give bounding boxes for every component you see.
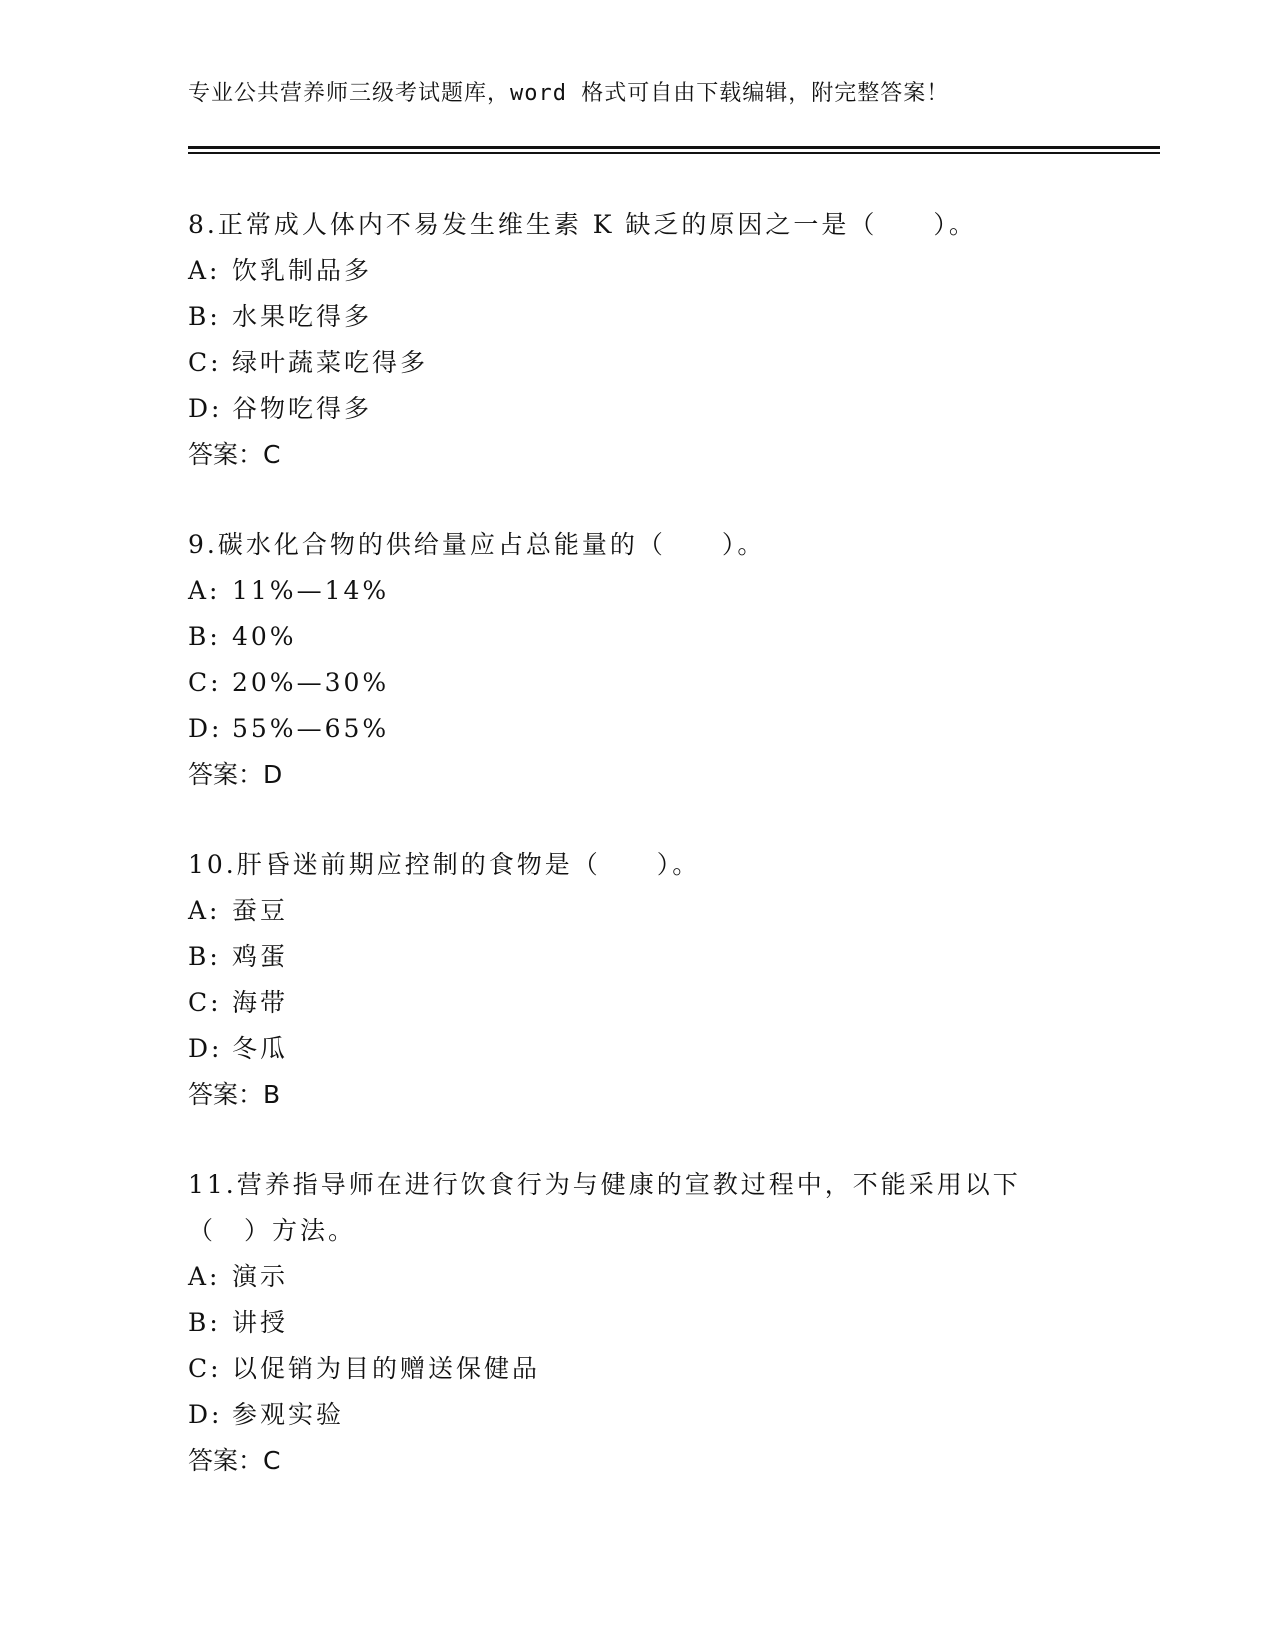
option-key: B: — [188, 1308, 221, 1337]
option-b — [188, 934, 1088, 980]
option-b — [188, 294, 1088, 340]
option-key: A: — [188, 576, 221, 605]
question-10 — [188, 842, 1088, 1118]
option-d — [188, 1392, 1088, 1438]
question-8 — [188, 202, 1088, 478]
option-text: 饮乳制品多 — [232, 256, 373, 285]
option-key: B: — [188, 942, 221, 971]
option-text: 水果吃得多 — [232, 302, 373, 331]
header-divider-thin — [188, 152, 1160, 154]
option-text: 蚕豆 — [232, 896, 289, 925]
option-text: 绿叶蔬菜吃得多 — [232, 348, 429, 377]
option-a — [188, 888, 1088, 934]
option-text: 11%—14% — [232, 576, 390, 605]
option-text: 以促销为目的赠送保健品 — [232, 1354, 541, 1383]
answer-line: 答案：C — [188, 440, 281, 469]
answer-line: 答案：C — [188, 1446, 281, 1475]
question-9 — [188, 522, 1088, 798]
option-a — [188, 248, 1088, 294]
option-text: 55%—65% — [232, 714, 390, 743]
question-stem: 11.营养指导师在进行饮食行为与健康的宣教过程中，不能采用以下（ ）方法。 — [188, 1170, 1021, 1245]
option-text: 参观实验 — [232, 1400, 345, 1429]
document-header: 专业公共营养师三级考试题库，word 格式可自由下载编辑，附完整答案！ — [188, 81, 950, 106]
option-key: D: — [188, 1400, 223, 1429]
question-stem: 9.碳水化合物的供给量应占总能量的（ ）。 — [188, 530, 766, 559]
header-divider-thick — [188, 146, 1160, 149]
option-d — [188, 706, 1088, 752]
option-text: 海带 — [232, 988, 289, 1017]
option-a — [188, 568, 1088, 614]
option-a — [188, 1254, 1088, 1300]
option-b — [188, 1300, 1088, 1346]
option-text: 40% — [232, 622, 297, 651]
option-c — [188, 340, 1088, 386]
option-key: C: — [188, 988, 222, 1017]
option-text: 冬瓜 — [232, 1034, 289, 1063]
option-key: B: — [188, 302, 221, 331]
answer-line: 答案：B — [188, 1080, 281, 1109]
option-key: A: — [188, 256, 221, 285]
option-key: B: — [188, 622, 221, 651]
question-stem: 8.正常成人体内不易发生维生素 K 缺乏的原因之一是（ ）。 — [188, 210, 977, 239]
option-d — [188, 1026, 1088, 1072]
option-key: C: — [188, 1354, 222, 1383]
option-text: 谷物吃得多 — [232, 394, 373, 423]
option-key: D: — [188, 394, 223, 423]
option-d — [188, 386, 1088, 432]
option-text: 演示 — [232, 1262, 289, 1291]
option-text: 20%—30% — [232, 668, 390, 697]
option-c — [188, 660, 1088, 706]
question-stem: 10.肝昏迷前期应控制的食物是（ ）。 — [188, 850, 701, 879]
option-key: A: — [188, 896, 221, 925]
answer-line: 答案：D — [188, 760, 283, 789]
option-key: C: — [188, 348, 222, 377]
option-key: C: — [188, 668, 222, 697]
option-key: D: — [188, 714, 223, 743]
option-b — [188, 614, 1088, 660]
question-11 — [188, 1162, 1088, 1484]
option-key: D: — [188, 1034, 223, 1063]
option-key: A: — [188, 1262, 221, 1291]
option-text: 鸡蛋 — [232, 942, 289, 971]
option-text: 讲授 — [232, 1308, 289, 1337]
option-c — [188, 980, 1088, 1026]
option-c — [188, 1346, 1088, 1392]
